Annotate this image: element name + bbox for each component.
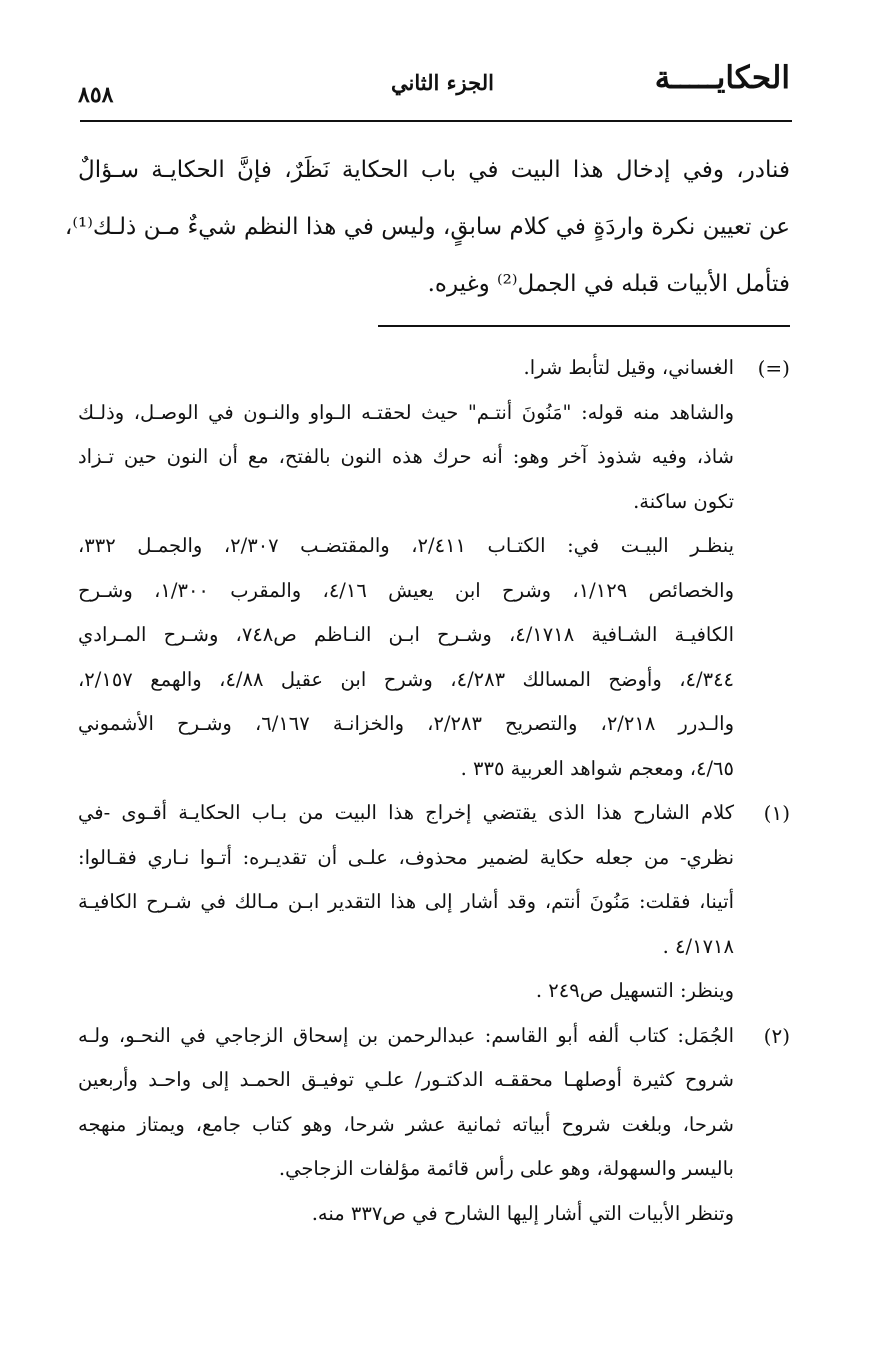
footnote-line: باليسر والسهولة، وهو على رأس قائمة مؤلفات الزجاجي. xyxy=(278,1157,734,1180)
footnote-separator xyxy=(378,325,790,327)
footnote-line: وتنظر الأبيات التي أشار إليها الشارح في ص٣٣٧ منه. xyxy=(311,1201,734,1225)
footnote-2 xyxy=(78,1014,790,1237)
footnote-line: تكون ساكنة. xyxy=(633,489,734,513)
footnote-line: شروح كثيرة أوصلهـا محققـه الدكتـور/ علـي توفيـق الحمـد إلى واحـد وأربعين xyxy=(78,1068,734,1091)
footnote-line: شرحا، وبلغت شروح أبياته ثمانية عشر شرحا، وهو كتاب جامع، ويمتاز منهجه xyxy=(78,1112,734,1136)
footnote-line: ٤/٦٥، ومعجم شواهد العربية ٣٣٥ . xyxy=(460,756,734,780)
footnote-continued xyxy=(78,346,790,791)
footnote-line: نظري- من جعله حكاية لضمير محذوف، علـى أن تقديـره: أتـوا نـاري فقـالوا: xyxy=(78,845,734,869)
header-rule xyxy=(80,120,792,122)
page-number: ٨٥٨ xyxy=(78,82,114,108)
footnote-line: ٤/١٧١٨ . xyxy=(662,934,734,958)
footnotes xyxy=(78,346,790,1236)
footnote-line: والـدرر ٢/٢١٨، والتصريح ٢/٢٨٣، والخزانـة ٦/١٦٧، وشـرح الأشموني xyxy=(78,712,734,735)
volume-label: الجزء الثاني xyxy=(391,70,494,95)
footnote-mark: (١) xyxy=(763,801,790,825)
footnote-line: شاذ، وفيه شذوذ آخر وهو: أنه حرك هذه النون بالفتح، مع أن النون حين تـزاد xyxy=(78,445,734,468)
footnote-line: كلام الشارح هذا الذى يقتضي إخراج هذا البيت من بـاب الحكايـة أقـوى -في xyxy=(78,801,734,824)
footnote-line: والخصائص ١/١٢٩، وشرح ابن يعيش ٤/١٦، والمقرب ١/٣٠٠، وشـرح xyxy=(78,578,735,602)
main-text xyxy=(64,142,790,313)
footnote-line: الجُمَل: كتاب ألفه أبو القاسم: عبدالرحمن بن إسحاق الزجاجي في النحـو، ولـه xyxy=(78,1023,734,1047)
footnote-1 xyxy=(78,791,790,1014)
footnote-line: وينظر: التسهيل ص٢٤٩ . xyxy=(535,979,734,1002)
footnote-line: والشاهد منه قوله: "مَنُونَ أنتـم" حيث لحقتـه الـواو والنـون في الوصـل، وذلـك xyxy=(78,400,734,424)
main-line: عن تعيين نكرة واردَةٍ في كلام سابقٍ، وليس في هذا النظم شيءٌ مـن ذلـك⁽¹⁾، xyxy=(64,214,790,240)
footnote-line: الكافيـة الشـافية ٤/١٧١٨، وشـرح ابـن النـاظم ص٧٤٨، وشـرح المـرادي xyxy=(78,623,734,646)
main-line: فتأمل الأبيات قبله في الجمل⁽²⁾ وغيره. xyxy=(427,271,790,297)
footnote-line: أتينا، فقلت: مَنُونَ أنتم، وقد أشار إلى هذا التقدير ابـن مـالك في شـرح الكافيـة xyxy=(78,890,734,913)
chapter-title: الحكايـــــة xyxy=(654,60,790,96)
footnote-mark: (=) xyxy=(757,356,790,380)
footnote-mark: (٢) xyxy=(763,1023,790,1048)
footnote-line: الغساني، وقيل لتأبط شرا. xyxy=(523,356,734,379)
footnote-line: ٤/٣٤٤، وأوضح المسالك ٤/٢٨٣، وشرح ابن عقيل ٤/٨٨، والهمع ٢/١٥٧، xyxy=(78,667,735,691)
main-line: فنادر، وفي إدخال هذا البيت في باب الحكاية نَظَرٌ، فإنَّ الحكايـة سـؤالٌ xyxy=(78,157,790,183)
footnote-line: ينظـر البيـت في: الكتـاب ٢/٤١١، والمقتضـب ٢/٣٠٧، والجمـل ٣٣٢، xyxy=(78,534,735,557)
